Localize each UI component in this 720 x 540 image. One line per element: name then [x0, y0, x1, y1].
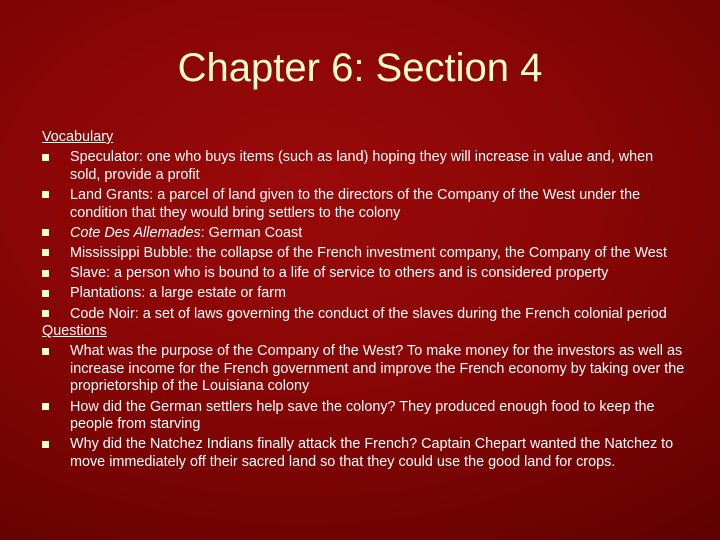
- square-bullet-icon: [42, 403, 49, 410]
- question-item-natchez-indians: [42, 436, 687, 471]
- square-bullet-icon: [42, 348, 49, 355]
- questions-heading: Questions: [42, 323, 107, 340]
- square-bullet-icon: [42, 249, 49, 256]
- square-bullet-icon: [42, 154, 49, 161]
- slide-content: [42, 129, 687, 472]
- vocabulary-text: Land Grants: a parcel of land given to the directors of the Company of the West under the condition that they would bring settlers to the colony: [70, 186, 641, 221]
- square-bullet-icon: [42, 270, 49, 277]
- vocabulary-item-land-grants: [42, 187, 687, 222]
- slide-title: Chapter 6: Section 4: [177, 46, 543, 90]
- vocabulary-text: : German Coast: [200, 224, 303, 241]
- vocabulary-heading: Vocabulary: [42, 129, 114, 145]
- square-bullet-icon: [42, 310, 49, 317]
- vocabulary-item-plantations: [42, 285, 687, 303]
- vocabulary-text: Speculator: one who buys items (such as land) hoping they will increase in value and, when sold, provide a profit: [70, 149, 654, 183]
- vocabulary-item-cote-des-allemades: [42, 225, 687, 243]
- question-item-german-settlers: [42, 399, 687, 434]
- vocabulary-term: Cote Des Allemades: [70, 224, 201, 241]
- square-bullet-icon: [42, 191, 49, 198]
- vocabulary-text: Plantations: a large estate or farm: [70, 285, 286, 302]
- vocabulary-item-speculator: [42, 149, 687, 184]
- question-item-company-of-the-west: [42, 343, 687, 396]
- question-text: How did the German settlers help save the colony? They produced enough food to keep the people from starving: [70, 398, 655, 433]
- square-bullet-icon: [42, 229, 49, 236]
- vocabulary-item-code-noir: [42, 306, 687, 324]
- question-text: What was the purpose of the Company of the West? To make money for the investors as well as increase income for the French government and improve the French economy by taking over the proprietorship of the Louisiana colony: [70, 343, 685, 395]
- square-bullet-icon: [42, 290, 49, 297]
- vocabulary-text: Slave: a person who is bound to a life of service to others and is considered property: [70, 265, 609, 282]
- vocabulary-text: Mississippi Bubble: the collapse of the French investment company, the Company of the West: [70, 244, 667, 261]
- square-bullet-icon: [42, 441, 49, 448]
- vocabulary-item-slave: [42, 265, 687, 283]
- question-text: Why did the Natchez Indians finally attack the French? Captain Chepart wanted the Natchez to move immediately off their sacred land so that they could use the good land for crops.: [70, 436, 674, 471]
- vocabulary-item-mississippi-bubble: [42, 245, 687, 263]
- vocabulary-text: Code Noir: a set of laws governing the conduct of the slaves during the French colonial period: [70, 305, 667, 322]
